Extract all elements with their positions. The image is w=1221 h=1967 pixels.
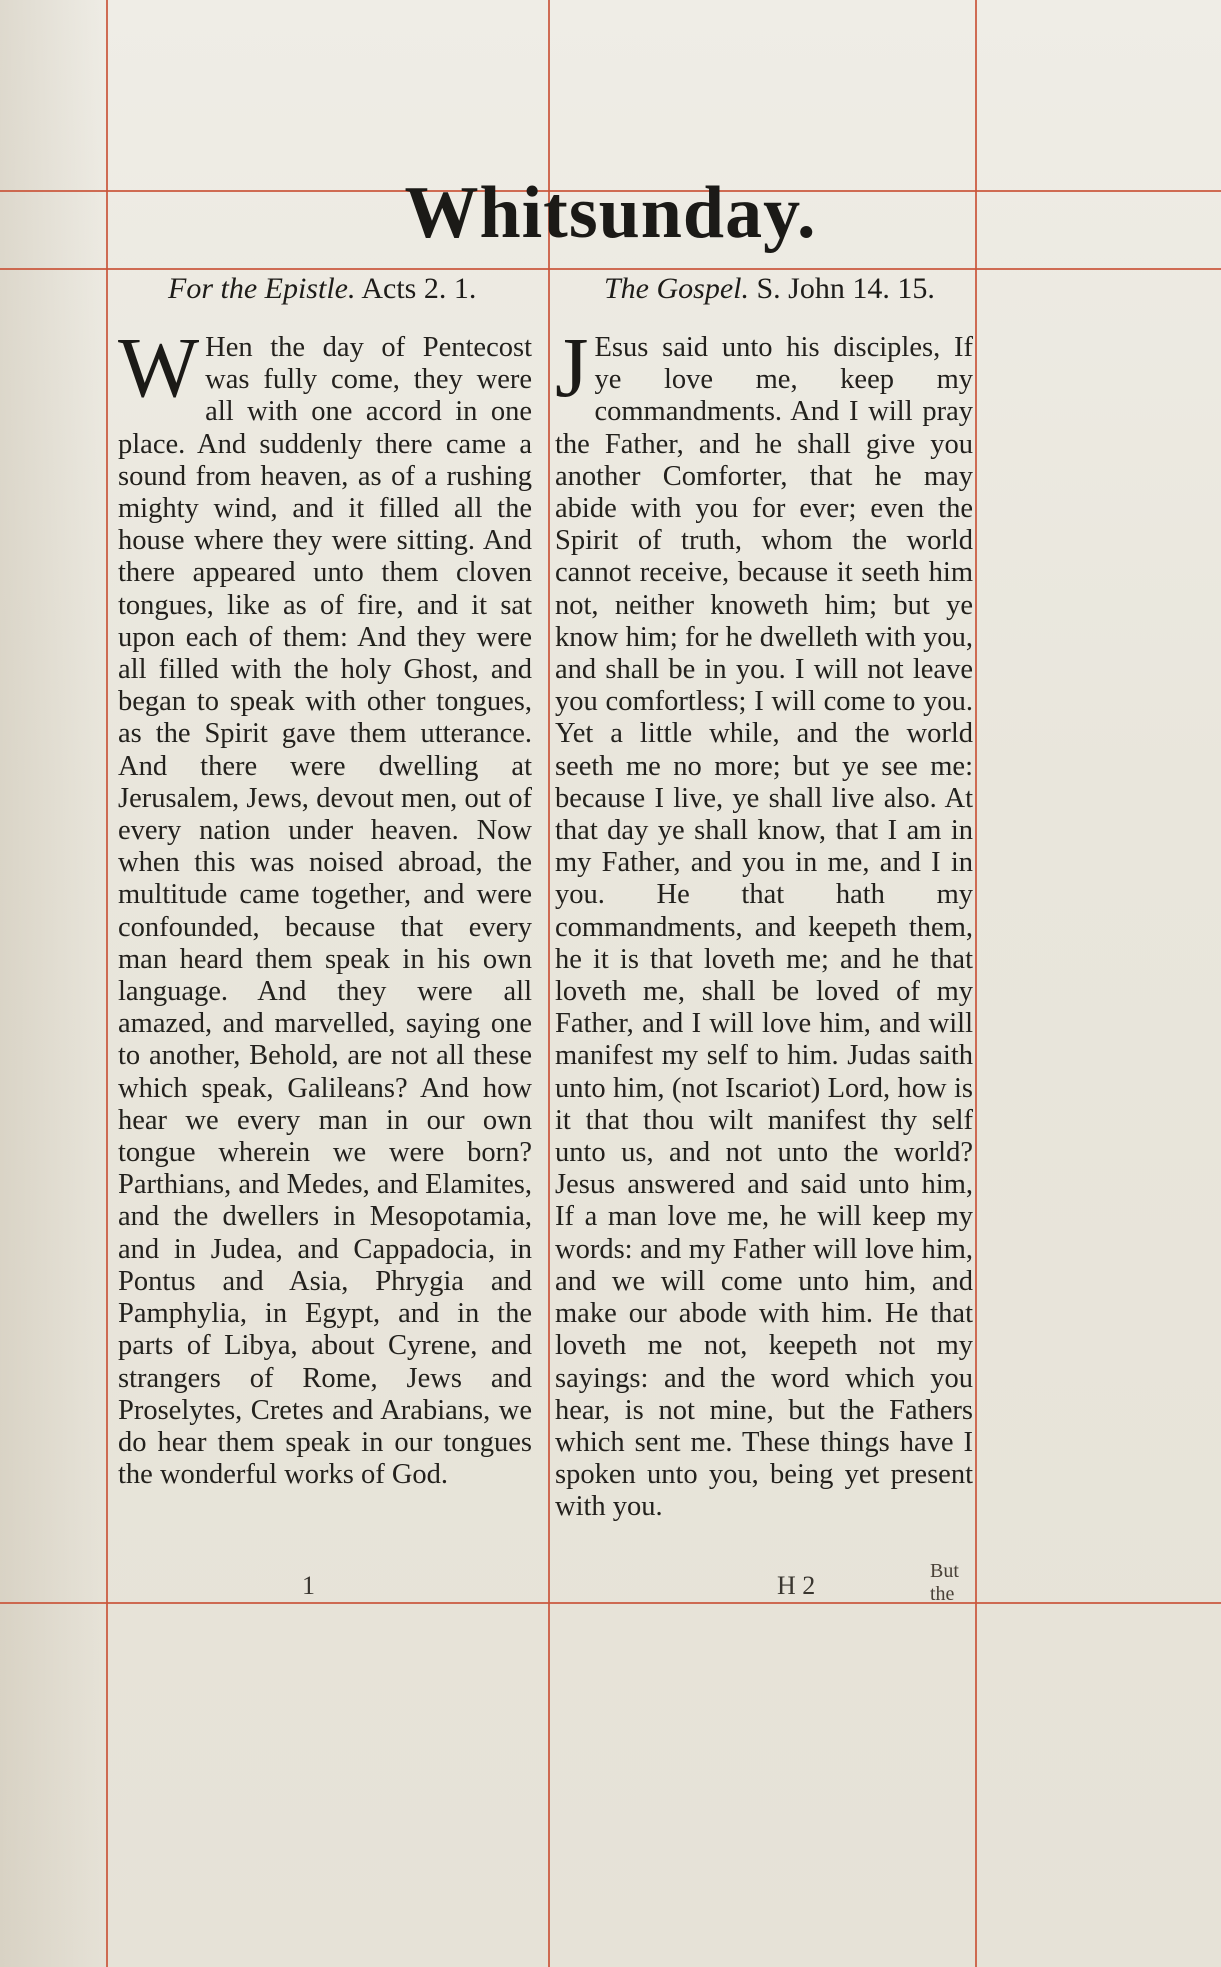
rule-horizontal-heading [0, 268, 1221, 270]
catchword [930, 1560, 959, 1606]
rule-vertical-left [106, 0, 108, 1967]
gospel-dropcap: J [555, 319, 589, 415]
rule-vertical-right [975, 0, 977, 1967]
epistle-dropcap: W [118, 319, 200, 415]
gospel-heading-label: The Gospel. [604, 272, 749, 305]
page-gutter-shading [0, 0, 110, 1967]
epistle-heading-label: For the Epistle. [168, 272, 356, 305]
rule-vertical-center [548, 0, 550, 1967]
catchword-line-1: But [930, 1560, 959, 1582]
gospel-heading [604, 272, 935, 306]
gospel-column [555, 319, 973, 1524]
gospel-heading-reference: S. John 14. 15. [756, 272, 935, 305]
epistle-heading [168, 272, 476, 306]
epistle-heading-reference: Acts 2. 1. [361, 272, 477, 305]
signature-mark-left: 1 [302, 1571, 315, 1600]
page-title: Whitsunday. [404, 172, 817, 254]
catchword-line-2: the [930, 1583, 955, 1605]
rule-horizontal-bottom [0, 1602, 1221, 1604]
epistle-column [118, 319, 532, 1491]
epistle-text: Hen the day of Pentecost was fully come, they were all with one accord in one place. And suddenly there came a sound from heaven, as of a rushing mighty wind, and it filled all the house where they were sitting. And there appeared unto them cloven tongues, like as of fire, and it sat upon each of them: And they were all filled with the holy Ghost, and began to speak with other tongues, as the Spirit gave them utterance. And there were dwelling at Jerusalem, Jews, devout men, out of every nation under heaven. Now when this was noised abroad, the multitude came together, and were confounded, because that every man heard them speak in his own language. And they were all amazed, and marvelled, saying one to another, Behold, are not all these which speak, Galileans? And how hear we every man in our own tongue wherein we were born? Parthians, and Medes, and Elamites, and the dwellers in Mesopotamia, and in Judea, and Cappadocia, in Pontus and Asia, Phrygia and Pamphylia, in Egypt, and in the parts of Libya, about Cyrene, and strangers of Rome, Jews and Proselytes, Cretes and Arabians, we do hear them speak in our tongues the wonderful works of God. [118, 332, 532, 1491]
signature-mark-right: H 2 [777, 1571, 816, 1600]
gospel-text: Esus said unto his disciples, If ye love me, keep my commandments. And I will pray the Father, and he shall give you another Comforter, that he may abide with you for ever; even the Spirit of truth, whom the world cannot receive, because it seeth him not, neither knoweth him; but ye know him; for he dwelleth with you, and shall be in you. I will not leave you comfortless; I will come to you. Yet a little while, and the world seeth me no more; but ye see me: because I live, ye shall live also. At that day ye shall know, that I am in my Father, and you in me, and I in you. He that hath my commandments, and keepeth them, he it is that loveth me; and he that loveth me, shall be loved of my Father, and I will love him, and will manifest my self to him. Judas saith unto him, (not Iscariot) Lord, how is it that thou wilt manifest thy self unto us, and not unto the world? Jesus answered and said unto him, If a man love me, he will keep my words: and my Father will love him, and we will come unto him, and make our abode with him. He that loveth me not, keepeth not my sayings: and the word which you hear, is not mine, but the Fathers which sent me. These things have I spoken unto you, being yet present with you. [555, 332, 973, 1523]
